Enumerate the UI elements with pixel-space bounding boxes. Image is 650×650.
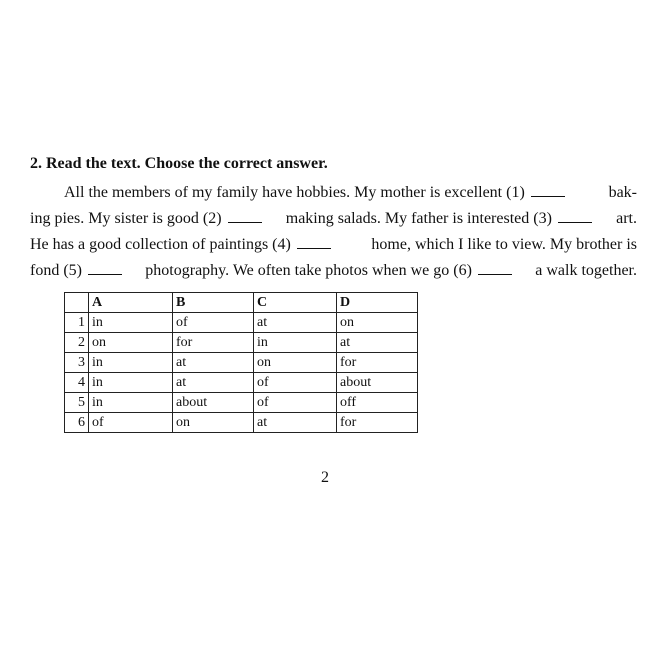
column-header-a: A (89, 293, 173, 313)
answer-blank-2 (228, 209, 262, 223)
cell-d: about (337, 373, 418, 393)
paragraph-line-3 (30, 235, 637, 255)
cell-a: of (89, 413, 173, 433)
cell-b: at (173, 353, 254, 373)
answer-blank-6 (478, 261, 512, 275)
paragraph-line-2 (30, 209, 637, 229)
text-segment: All the members of my family have hobbies. My mother is excellent (1) (64, 184, 525, 201)
cell-c: at (254, 313, 337, 333)
answer-blank-5 (88, 261, 122, 275)
cell-number: 5 (65, 393, 89, 413)
cell-b: of (173, 313, 254, 333)
cell-a: in (89, 373, 173, 393)
cell-number: 1 (65, 313, 89, 333)
answer-blank-1 (531, 183, 565, 197)
cell-number: 6 (65, 413, 89, 433)
table-row (65, 373, 418, 393)
cell-a: in (89, 313, 173, 333)
page-number: 2 (321, 469, 329, 486)
text-segment: fond (5) (30, 262, 82, 279)
table-row (65, 413, 418, 433)
cell-c: in (254, 333, 337, 353)
text-segment: ing pies. My sister is good (2) (30, 210, 222, 227)
cell-d: for (337, 353, 418, 373)
answer-blank-4 (297, 235, 331, 249)
paragraph-line-4 (30, 261, 637, 281)
cell-b: for (173, 333, 254, 353)
cell-a: in (89, 353, 173, 373)
cell-b: about (173, 393, 254, 413)
cell-a: in (89, 393, 173, 413)
table-row (65, 333, 418, 353)
cell-b: on (173, 413, 254, 433)
column-header-d: D (337, 293, 418, 313)
cell-d: on (337, 313, 418, 333)
cell-c: at (254, 413, 337, 433)
text-segment: home, which I like to view. My brother is (371, 236, 637, 253)
cell-d: off (337, 393, 418, 413)
text-segment: art. (616, 210, 637, 227)
cell-number: 2 (65, 333, 89, 353)
cell-c: on (254, 353, 337, 373)
table-header-row (65, 293, 418, 313)
column-header-number (65, 293, 89, 313)
text-segment: a walk together. (535, 262, 637, 279)
cell-c: of (254, 373, 337, 393)
column-header-c: C (254, 293, 337, 313)
text-segment: bak- (608, 184, 637, 201)
cell-d: at (337, 333, 418, 353)
text-segment: making salads. My father is interested (3) (285, 210, 552, 227)
table-row (65, 313, 418, 333)
table-row (65, 393, 418, 413)
paragraph-line-1 (64, 183, 637, 203)
cell-d: for (337, 413, 418, 433)
cell-number: 3 (65, 353, 89, 373)
cell-a: on (89, 333, 173, 353)
text-segment: photography. We often take photos when we go (6) (145, 262, 472, 279)
answer-options-table (64, 292, 418, 433)
table-row (65, 353, 418, 373)
cell-b: at (173, 373, 254, 393)
cell-number: 4 (65, 373, 89, 393)
column-header-b: B (173, 293, 254, 313)
exercise-heading: 2. Read the text. Choose the correct answer. (30, 155, 328, 172)
text-segment: He has a good collection of paintings (4) (30, 236, 291, 253)
cell-c: of (254, 393, 337, 413)
answer-blank-3 (558, 209, 592, 223)
